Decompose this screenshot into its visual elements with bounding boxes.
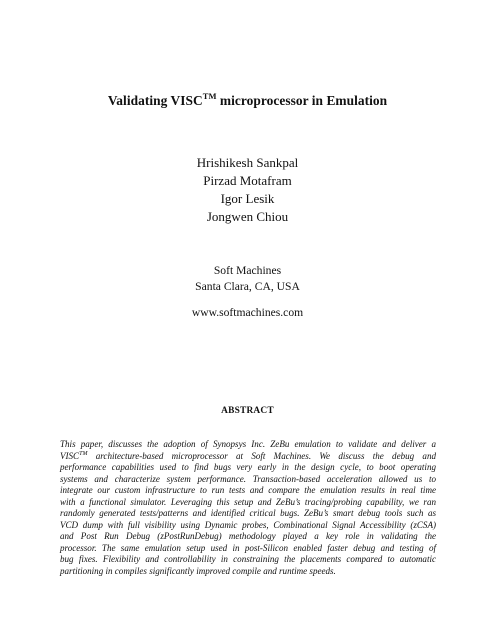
abstract-line	[60, 451, 436, 463]
abstract-trademark: TM	[79, 450, 88, 457]
abstract-line: partitioning in compiles significantly improved compile and runtime speeds.	[60, 565, 336, 576]
abstract-line: integrate our custom infrastructure to run tests and compare the emulation results in real time	[60, 485, 436, 495]
affiliation	[0, 263, 495, 295]
abstract-line: bug fixes. Flexibility and controllability in constraining the placements compared to automatic	[60, 554, 436, 564]
author-name: Hrishikesh Sankpal	[196, 155, 299, 170]
abstract-line: systems and characterize system performance. Transaction-based acceleration allowed us to	[60, 473, 436, 484]
abstract-line: performance capabilities used to find bugs very early in the design cycle, to boot operating	[60, 462, 436, 472]
abstract-line: and Post Run Debug (zPostRunDebug) methodology played a key role in validating the	[60, 531, 436, 541]
title-trademark: TM	[202, 90, 217, 101]
author-name: Jongwen Chiou	[206, 209, 289, 224]
abstract-line: VCD dump with full visibility using Dynamic probes, Combinational Signal Accessibility (zCSA)	[60, 519, 436, 530]
abstract-body	[60, 439, 436, 577]
abstract-line: randomly generated tests/patterns and identified critical bugs. ZeBu’s smart debug tools such as	[60, 508, 436, 518]
abstract-heading: ABSTRACT	[221, 406, 274, 416]
organization-website: www.softmachines.com	[191, 306, 304, 319]
organization-location: Santa Clara, CA, USA	[195, 280, 300, 293]
abstract-line: This paper, discusses the adoption of Synopsys Inc. ZeBu emulation to validate and deliver a	[60, 439, 436, 449]
abstract-line: processor. The same emulation setup used in post-Silicon enabled faster debug and testing of	[60, 542, 436, 553]
abstract-line-text: VISC	[60, 450, 80, 461]
abstract-line-text: architecture-based microprocessor at Soft Machines. We discuss the debug and	[87, 450, 436, 461]
title-text-rest: microprocessor in Emulation	[216, 93, 388, 108]
author-name: Igor Lesik	[220, 191, 275, 206]
author-name: Pirzad Motafram	[203, 173, 292, 188]
abstract-line: with a functional simulator. Leveraging this setup and ZeBu’s tracing/probing capability, we ran	[60, 496, 436, 507]
paper-title	[0, 92, 495, 110]
title-text: Validating VISC	[107, 93, 203, 108]
author-list	[0, 154, 495, 226]
organization-name: Soft Machines	[213, 264, 282, 277]
